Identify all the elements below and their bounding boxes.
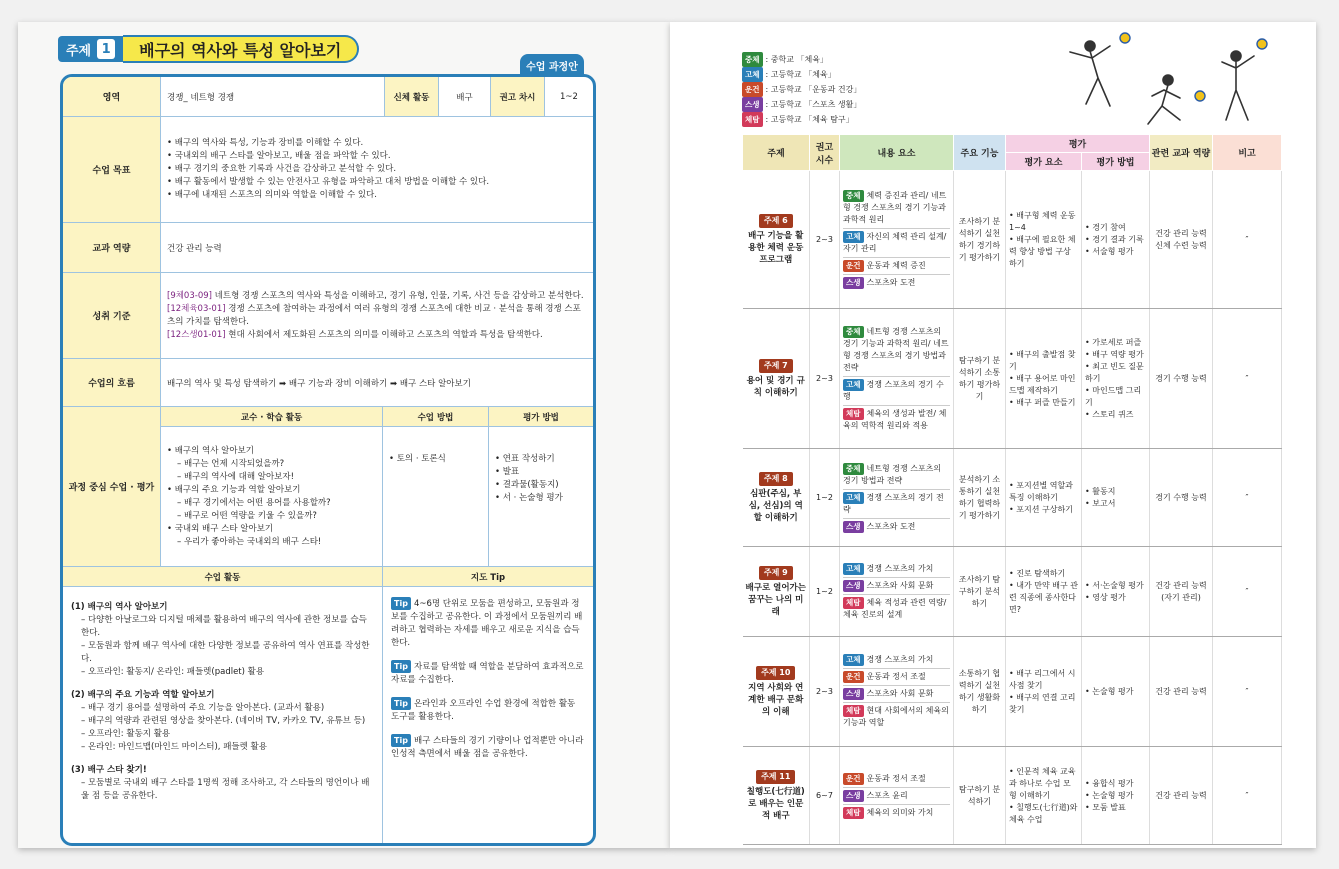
- content-element: [843, 461, 950, 490]
- topic-cell: [743, 309, 810, 449]
- topic-cell: [743, 547, 810, 637]
- eval-m-line: • 융합식 평가: [1085, 778, 1134, 788]
- legend-text: : 중학교 「체육」: [765, 55, 828, 64]
- eval-m-line: • 배구 역량 평가: [1085, 349, 1144, 359]
- theme-title: 배구의 역사와 특성 알아보기: [123, 35, 359, 63]
- content-element: [843, 686, 950, 703]
- class-section-item: – 모둠별로 국내외 배구 스타를 1명씩 정해 조사하고, 각 스타들의 명언이나 배울 점 등을 공유한다.: [81, 778, 370, 801]
- content-text: 스포츠와 도전: [866, 521, 916, 531]
- eval-el-line: • 배구의 출발점 찾기: [1009, 349, 1076, 371]
- content-element: [843, 324, 950, 377]
- legend-badge: 운건: [742, 82, 763, 97]
- eval-m-line: • 논술형 평가: [1085, 686, 1134, 696]
- activity-item: – 배구로 어떤 역량을 키울 수 있을까?: [177, 510, 317, 521]
- comp-cell: 경기 수행 능력: [1150, 449, 1213, 547]
- eval-item: • 연표 작성하기: [495, 454, 555, 464]
- topic-title: 심판(주심, 부심, 선심)의 역할 이해하기: [748, 488, 803, 523]
- topic-badge: 주제 11: [756, 770, 795, 784]
- curriculum-table: [742, 134, 1282, 845]
- content-badge: 체탐: [843, 597, 864, 609]
- eval-m-line: • 모둠 발표: [1085, 802, 1126, 812]
- content-cell: [840, 747, 954, 845]
- content-badge: 운건: [843, 260, 864, 272]
- eval-m-cell: [1082, 637, 1150, 747]
- topic-cell: [743, 449, 810, 547]
- content-text: 체육 적성과 관련 역량/ 체육 진로의 설계: [843, 597, 947, 619]
- content-element: [843, 805, 950, 821]
- flow-row: [63, 359, 593, 407]
- comp-cell: 경기 수행 능력: [1150, 309, 1213, 449]
- goal-item: • 배구의 역사와 특성, 기능과 장비를 이해할 수 있다.: [167, 138, 364, 148]
- activity-value: 배구: [439, 77, 491, 116]
- th-comp: 관련 교과 역량: [1150, 135, 1213, 171]
- standards-list: [167, 290, 587, 342]
- legend-item: [742, 52, 861, 67]
- tip-badge: Tip: [391, 734, 411, 747]
- topic-badge: 주제 9: [759, 566, 793, 580]
- curriculum-rows: [743, 171, 1282, 845]
- content-text: 경쟁 스포츠의 가치: [866, 655, 934, 664]
- content-badge: 스생: [843, 580, 864, 592]
- topic-badge: 주제 6: [759, 214, 793, 228]
- content-badge: 중체: [843, 463, 864, 475]
- eval-m-cell: [1082, 449, 1150, 547]
- comp-cell: 건강 관리 능력: [1150, 747, 1213, 845]
- content-text: 운동과 정서 조절: [866, 672, 926, 681]
- eval-el-cell: [1006, 637, 1082, 747]
- legend-text: : 고등학교 「운동과 건강」: [765, 85, 862, 94]
- content-element: [843, 519, 950, 535]
- content-element: [843, 258, 950, 275]
- content-text: 체력 증진과 관리/ 네트형 경쟁 스포츠의 경기 기능과 과학적 원리: [843, 191, 947, 224]
- th-hours: 권고 시수: [810, 135, 840, 171]
- standard-item: [167, 290, 587, 303]
- tip-text: 배구 스타들의 경기 기량이나 업적뿐만 아니라 인성적 측면에서 배울 점을 공유한다.: [391, 736, 584, 759]
- eval-el-line: • 포지션별 역할과 특징 이해하기: [1009, 480, 1073, 502]
- area-row: [63, 77, 593, 117]
- curriculum-row: [743, 449, 1282, 547]
- class-section: [71, 764, 374, 803]
- eval-el-line: • 포지션 구상하기: [1009, 504, 1073, 514]
- class-section-title: (1) 배구의 역사 알아보기: [71, 602, 168, 612]
- topic-badge: 주제 10: [756, 666, 795, 680]
- eval-m-line: • 활동지: [1085, 486, 1116, 496]
- hours-cell: 1~2: [810, 449, 840, 547]
- content-element: [843, 406, 950, 434]
- eval-m-line: • 영상 평가: [1085, 592, 1126, 602]
- content-element: [843, 188, 950, 229]
- th-eval-el: 평가 요소: [1006, 153, 1082, 171]
- class-section-item: – 오프라인: 활동지/ 온라인: 패들렛(padlet) 활용: [81, 667, 265, 677]
- eval-m-line: • 경기 참여: [1085, 222, 1126, 232]
- note-cell: ″: [1213, 309, 1282, 449]
- class-section-item: – 배구의 역량과 관련된 영상을 찾아본다. (네이버 TV, 카카오 TV, 유튜브 등): [81, 716, 366, 726]
- th-eval: 평가: [1006, 135, 1150, 153]
- note-cell: ″: [1213, 547, 1282, 637]
- eval-m-line: • 서·논술형 평가: [1085, 580, 1144, 590]
- legend-badge: 스생: [742, 97, 763, 112]
- curriculum-row: [743, 637, 1282, 747]
- activity-item: – 배구는 언제 시작되었을까?: [177, 458, 285, 469]
- content-badge: 고체: [843, 492, 864, 504]
- activity-item: • 국내외 배구 스타 알아보기: [167, 523, 274, 534]
- standards-label: 성취 기준: [63, 273, 161, 358]
- th-note: 비고: [1213, 135, 1282, 171]
- content-badge: 스생: [843, 790, 864, 802]
- content-text: 경쟁 스포츠의 경기 전략: [843, 492, 944, 514]
- topic-title: 칠행도(七行道)로 배우는 인문적 배구: [746, 786, 805, 821]
- topic-cell: [743, 747, 810, 845]
- competency-value: 건강 관리 능력: [167, 243, 222, 254]
- process-label: 과정 중심 수업 · 평가: [63, 407, 161, 566]
- tip-badge: Tip: [391, 697, 411, 710]
- tip-text: 온라인과 오프라인 수업 환경에 적합한 활동 도구를 활용한다.: [391, 699, 576, 722]
- activity-label: 신체 활동: [385, 77, 439, 116]
- content-text: 경쟁 스포츠의 경기 수행: [843, 379, 944, 401]
- content-text: 체육의 의미와 가치: [866, 807, 934, 817]
- content-text: 자신의 체력 관리 설계/ 자기 관리: [843, 232, 947, 253]
- curriculum-row: [743, 309, 1282, 449]
- eval-el-line: • 배구형 체력 운동 1~4: [1009, 210, 1076, 232]
- hours-cell: 2~3: [810, 637, 840, 747]
- class-sections: [63, 587, 383, 846]
- activity-item: – 배구 경기에서는 어떤 용어를 사용할까?: [177, 497, 331, 508]
- content-text: 네트형 경쟁 스포츠의 경기 방법과 전략: [843, 463, 942, 485]
- content-text: 스포츠와 도전: [866, 278, 916, 287]
- content-text: 스포츠와 사회 문화: [866, 689, 934, 698]
- topic-title: 지역 사회와 연계한 배구 문화의 이해: [748, 682, 804, 717]
- content-cell: [840, 309, 954, 449]
- content-text: 운동과 정서 조절: [866, 773, 926, 783]
- legend-item: [742, 97, 861, 112]
- tip-badge: Tip: [391, 660, 411, 673]
- class-section: [71, 601, 374, 679]
- eval-m-line: • 스토리 퀴즈: [1085, 409, 1134, 419]
- standard-code: [12스생01-01]: [167, 329, 226, 340]
- topic-title: 배구로 열어가는 꿈꾸는 나의 미래: [745, 582, 806, 617]
- content-badge: 체탐: [843, 705, 864, 717]
- content-badge: 스생: [843, 688, 864, 700]
- content-badge: 체탐: [843, 807, 864, 819]
- comp-cell: 건강 관리 능력 (자기 관리): [1150, 547, 1213, 637]
- class-section-title: (2) 배구의 주요 기능과 역할 알아보기: [71, 690, 215, 700]
- eval-m-line: • 마인드맵 그리기: [1085, 385, 1142, 407]
- content-cell: [840, 449, 954, 547]
- theme-number: 1: [97, 39, 115, 59]
- topic-cell: [743, 637, 810, 747]
- goals-label: 수업 목표: [63, 117, 161, 222]
- area-label: 영역: [63, 77, 161, 116]
- eval-el-line: • 배구의 연결 고리 찾기: [1009, 692, 1076, 714]
- tips-list: [383, 587, 593, 846]
- hours-value: 1~2: [560, 91, 578, 102]
- theme-title-bar: [58, 34, 359, 64]
- class-section: [71, 689, 374, 754]
- standard-text: 경쟁 스포츠에 참여하는 과정에서 여러 유형의 경쟁 스포츠에 대한 비교 · 분석을 통해 경쟁 스포츠의 가치를 탐색한다.: [167, 303, 581, 327]
- class-activity-body: [63, 587, 593, 846]
- eval-m-line: • 가로세로 퍼즐: [1085, 337, 1142, 347]
- curriculum-row: [743, 171, 1282, 309]
- note-cell: ″: [1213, 449, 1282, 547]
- content-text: 네트형 경쟁 스포츠의 경기 기능과 과학적 원리/ 네트형 경쟁 스포츠의 경기 방법과 전략: [843, 326, 949, 372]
- standard-text: 네트형 경쟁 스포츠의 역사와 특성을 이해하고, 경기 유형, 인물, 기록, 사건 등을 감상하고 분석한다.: [211, 290, 584, 301]
- activity-item: – 우리가 좋아하는 국내외의 배구 스타!: [177, 536, 322, 547]
- theme-tag: 주제 1: [58, 36, 123, 62]
- class-section-title: (3) 배구 스타 찾기!: [71, 765, 147, 775]
- content-badge: 운건: [843, 773, 864, 785]
- content-element: [843, 275, 950, 291]
- eval-m-cell: [1082, 309, 1150, 449]
- content-badge: 고체: [843, 379, 864, 391]
- content-text: 스포츠와 사회 문화: [866, 580, 934, 590]
- evals-list: [495, 453, 563, 505]
- content-element: [843, 703, 950, 731]
- tip-text: 자료를 탐색할 때 역할을 분담하여 효과적으로 자료를 수집한다.: [391, 662, 584, 685]
- tip-item: [391, 734, 585, 761]
- eval-m-cell: [1082, 171, 1150, 309]
- content-badge: 운건: [843, 671, 864, 683]
- process-h2: 수업 방법: [383, 407, 489, 426]
- func-cell: 조사하기 분석하기 실천하기 경기하기 평가하기: [954, 171, 1006, 309]
- topic-badge: 주제 7: [759, 359, 793, 373]
- eval-m-line: • 보고서: [1085, 498, 1116, 508]
- content-badge: 중체: [843, 326, 864, 338]
- note-cell: ″: [1213, 171, 1282, 309]
- content-text: 스포츠 윤리: [866, 790, 908, 800]
- eval-el-line: • 내가 만약 배구 관련 직종에 종사한다면?: [1009, 580, 1078, 614]
- eval-el-line: • 배구에 필요한 체력 향상 방법 구상하기: [1009, 234, 1076, 268]
- content-text: 경쟁 스포츠의 가치: [866, 563, 934, 573]
- left-page: [18, 22, 670, 848]
- content-text: 현대 사회에서의 체육의 기능과 역할: [843, 706, 949, 727]
- content-badge: 체탐: [843, 408, 864, 420]
- legend-text: : 고등학교 「스포츠 생활」: [765, 100, 862, 109]
- tip-item: [391, 660, 585, 687]
- tip-badge: Tip: [391, 597, 411, 610]
- note-cell: ″: [1213, 637, 1282, 747]
- method-item: • 토의 · 토론식: [389, 454, 446, 464]
- content-badge: 스생: [843, 521, 864, 533]
- content-element: [843, 490, 950, 519]
- func-cell: 소통하기 협력하기 실천하기 생활화하기: [954, 637, 1006, 747]
- class-section-item: – 다양한 아날로그와 디지털 매체를 활용하여 배구의 역사에 관한 정보를 습득한다.: [81, 615, 367, 638]
- content-badge: 고체: [843, 563, 864, 575]
- content-cell: [840, 171, 954, 309]
- standard-code: [12체육03-01]: [167, 303, 226, 314]
- func-cell: 분석하기 소통하기 실천하기 협력하기 평가하기: [954, 449, 1006, 547]
- class-section-item: – 온라인: 마인드맵(마인드 마이스터), 패들렛 활용: [81, 742, 267, 752]
- standards-row: [63, 273, 593, 359]
- hours-cell: 6~7: [810, 747, 840, 845]
- eval-el-cell: [1006, 309, 1082, 449]
- class-activity-h1: 수업 활동: [63, 567, 383, 586]
- area-value: 경쟁_ 네트형 경쟁: [161, 77, 385, 116]
- standard-text: 현대 사회에서 제도화된 스포츠의 의미를 이해하고 스포츠의 역할과 특성을 탐색한다.: [225, 329, 543, 340]
- flow-label: 수업의 흐름: [63, 359, 161, 406]
- content-element: [843, 652, 950, 669]
- content-element: [843, 771, 950, 788]
- topic-title: 배구 기능을 활용한 체력 운동 프로그램: [748, 230, 804, 265]
- legend-item: [742, 112, 861, 127]
- activity-item: • 배구의 주요 기능과 역할 알아보기: [167, 484, 301, 495]
- goal-item: • 국내외의 배구 스타를 알아보고, 배울 점을 파악할 수 있다.: [167, 151, 391, 161]
- eval-el-line: • 인문적 체육 교육과 하나로 수업 모형 이해하기: [1009, 766, 1076, 800]
- topic-cell: [743, 171, 810, 309]
- curriculum-row: [743, 547, 1282, 637]
- eval-el-line: • 배구 리그에서 시사점 찾기: [1009, 668, 1076, 690]
- content-element: [843, 788, 950, 805]
- content-element: [843, 595, 950, 623]
- eval-el-line: • 칠행도(七行道)와 체육 수업: [1009, 802, 1078, 824]
- eval-el-line: • 배구 퍼즐 만들기: [1009, 397, 1076, 407]
- legend-badge: 체탐: [742, 112, 763, 127]
- right-page: [670, 22, 1316, 848]
- eval-m-line: • 서술형 평가: [1085, 246, 1134, 256]
- content-badge: 고체: [843, 231, 864, 243]
- content-badge: 중체: [843, 190, 864, 202]
- eval-m-cell: [1082, 547, 1150, 637]
- tip-item: [391, 597, 585, 650]
- flow-value: 배구의 역사 및 특성 탐색하기 ➡ 배구 기능과 장비 이해하기 ➡ 배구 스타 알아보기: [167, 378, 471, 389]
- topic-badge: 주제 8: [759, 472, 793, 486]
- competency-row: [63, 223, 593, 273]
- th-eval-m: 평가 방법: [1082, 153, 1150, 171]
- content-text: 체육의 생성과 발전/ 체육의 역학적 원리와 적용: [843, 408, 947, 430]
- goal-item: • 배구에 내재된 스포츠의 의미와 역할을 이해할 수 있다.: [167, 190, 377, 200]
- volleyball-players-illustration: [1040, 26, 1280, 136]
- content-badge: 스생: [843, 277, 864, 289]
- eval-el-cell: [1006, 171, 1082, 309]
- methods-list: [389, 453, 446, 466]
- goal-item: • 배구 활동에서 발생할 수 있는 안전사고 유형을 파악하고 대처 방법을 이해할 수 있다.: [167, 177, 490, 187]
- tip-item: [391, 697, 585, 724]
- activity-item: • 배구의 역사 알아보기: [167, 445, 255, 456]
- func-cell: 탐구하기 분석하기: [954, 747, 1006, 845]
- class-section-item: – 모둠원과 함께 배구 역사에 대한 다양한 정보를 공유하여 역사 연표를 작성한다.: [81, 641, 370, 664]
- goals-list: [167, 137, 489, 202]
- th-func: 주요 기능: [954, 135, 1006, 171]
- eval-item: • 서 · 논술형 평가: [495, 493, 563, 503]
- eval-m-line: • 경기 결과 기록: [1085, 234, 1144, 244]
- eval-el-cell: [1006, 449, 1082, 547]
- legend-badge: 중체: [742, 52, 763, 67]
- goal-item: • 배구 경기의 중요한 기록과 사건을 감상하고 분석할 수 있다.: [167, 164, 397, 174]
- legend-badge: 고체: [742, 67, 763, 82]
- activity-item: – 배구의 역사에 대해 알아보자!: [177, 471, 294, 482]
- content-element: [843, 669, 950, 686]
- tip-text: 4~6명 단위로 모둠을 편성하고, 모둠원과 정보를 수집하고 공유한다. 이 과정에서 모둠원끼리 배려하고 협력하는 자세를 배우고 새로운 지식을 습득한다.: [391, 599, 583, 648]
- content-element: [843, 377, 950, 406]
- legend-text: : 고등학교 「체육」: [765, 70, 836, 79]
- th-content: 내용 요소: [840, 135, 954, 171]
- class-activity-header: [63, 567, 593, 587]
- hours-cell: 2~3: [810, 309, 840, 449]
- legend-item: [742, 67, 861, 82]
- eval-m-cell: [1082, 747, 1150, 845]
- note-cell: ″: [1213, 747, 1282, 845]
- legend-text: : 고등학교 「체육 탐구」: [765, 115, 854, 124]
- lesson-plan-table: [60, 74, 596, 846]
- standard-item: [167, 303, 587, 329]
- goals-row: [63, 117, 593, 223]
- standard-code: [9체03-09]: [167, 290, 212, 301]
- legend-item: [742, 82, 861, 97]
- competency-label: 교과 역량: [63, 223, 161, 272]
- eval-el-line: • 배구 용어로 마인드맵 제작하기: [1009, 373, 1076, 395]
- topic-title: 용어 및 경기 규칙 이해하기: [746, 375, 805, 398]
- curriculum-row: [743, 747, 1282, 845]
- th-topic: 주제: [743, 135, 810, 171]
- eval-m-line: • 최고 빈도 질문하기: [1085, 361, 1144, 383]
- hours-cell: 2~3: [810, 171, 840, 309]
- hours-label: 권고 차시: [491, 77, 545, 116]
- eval-el-cell: [1006, 547, 1082, 637]
- content-element: [843, 229, 950, 258]
- func-cell: 탐구하기 분석하기 소통하기 평가하기: [954, 309, 1006, 449]
- class-section-item: – 오프라인: 활동지 활용: [81, 729, 171, 739]
- hours-cell: 1~2: [810, 547, 840, 637]
- class-section-item: – 배구 경기 용어를 설명하여 주요 기능을 알아본다. (교과서 활용): [81, 703, 325, 713]
- standard-item: [167, 329, 587, 342]
- func-cell: 조사하기 탐구하기 분석하기: [954, 547, 1006, 637]
- content-badge: 고체: [843, 654, 864, 666]
- content-element: [843, 578, 950, 595]
- content-cell: [840, 637, 954, 747]
- eval-m-line: • 논술형 평가: [1085, 790, 1134, 800]
- content-cell: [840, 547, 954, 637]
- eval-item: • 결과물(활동지): [495, 480, 559, 490]
- legend: [742, 52, 861, 127]
- eval-el-cell: [1006, 747, 1082, 845]
- plan-tab: 수업 과정안: [520, 54, 584, 76]
- eval-el-line: • 진로 탐색하기: [1009, 568, 1066, 578]
- activities-list: [167, 445, 331, 549]
- comp-cell: 건강 관리 능력: [1150, 637, 1213, 747]
- content-element: [843, 561, 950, 578]
- process-row: [63, 407, 593, 567]
- process-h3: 평가 방법: [489, 407, 593, 426]
- content-text: 운동과 체력 증진: [866, 261, 926, 270]
- eval-item: • 발표: [495, 467, 520, 477]
- comp-cell: 건강 관리 능력 신체 수련 능력: [1150, 171, 1213, 309]
- class-activity-h2: 지도 Tip: [383, 567, 593, 586]
- process-h1: 교수 · 학습 활동: [161, 407, 383, 426]
